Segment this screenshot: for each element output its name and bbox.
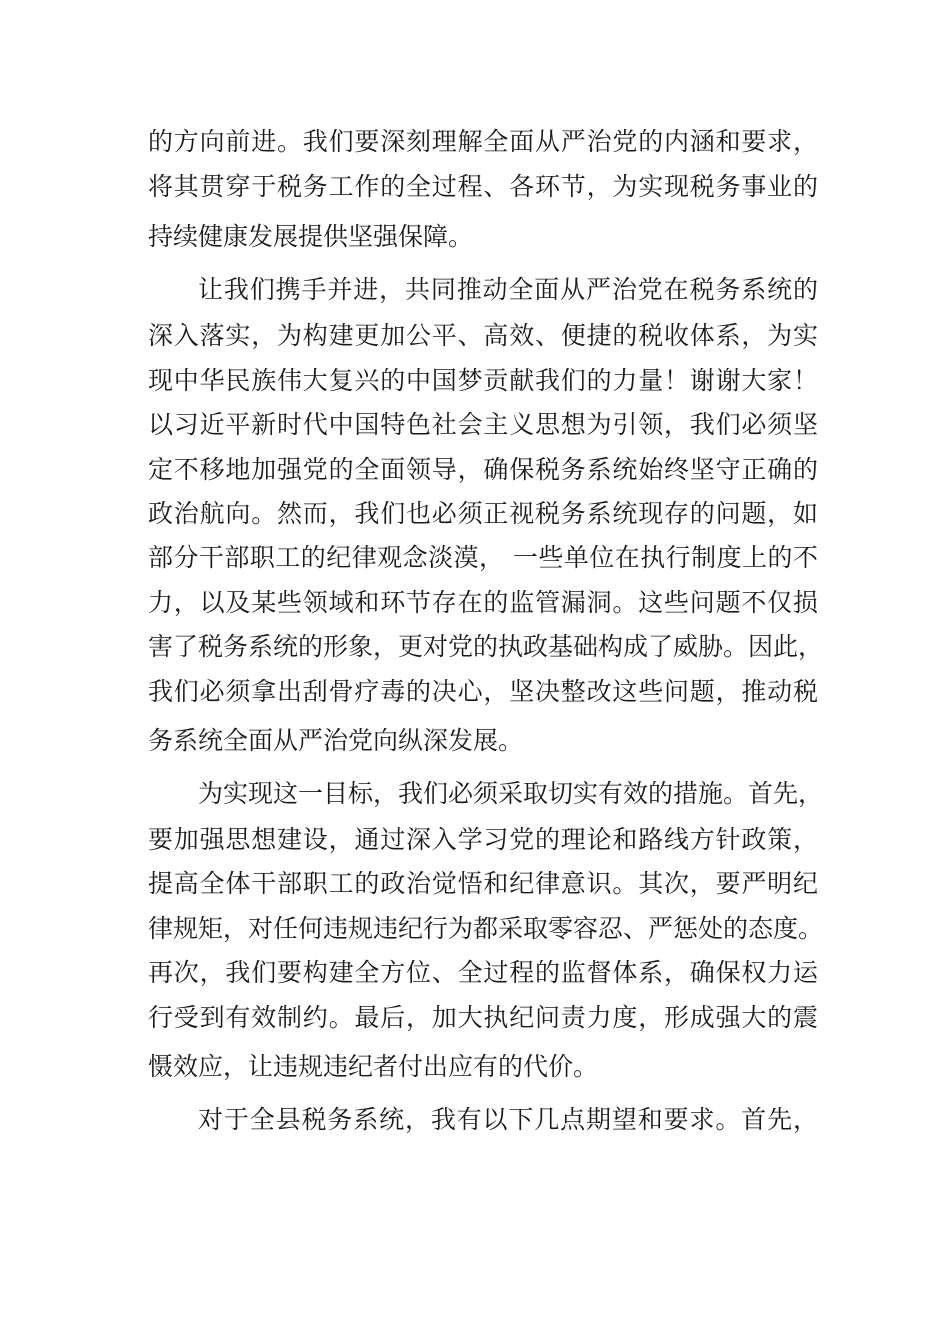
text-line: 我们必须拿出刮骨疗毒的决心，坚决整改这些问题，推动税 bbox=[148, 677, 818, 706]
text-line: 要加强思想建设，通过深入学习党的理论和路线方针政策， bbox=[148, 825, 818, 854]
text-line: 力，以及某些领域和环节存在的监管漏洞。这些问题不仅损 bbox=[148, 588, 818, 617]
text-line: 以习近平新时代中国特色社会主义思想为引领，我们必须坚 bbox=[148, 410, 818, 439]
text-line: 深入落实，为构建更加公平、高效、便捷的税收体系，为实 bbox=[148, 321, 818, 350]
text-line: 务系统全面从严治党向纵深发展。 bbox=[148, 726, 524, 755]
text-line: 部分干部职工的纪律观念淡漠， 一些单位在执行制度上的不 bbox=[148, 543, 818, 572]
text-line: 将其贯穿于税务工作的全过程、各环节，为实现税务事业的 bbox=[148, 172, 818, 201]
text-line: 定不移地加强党的全面领导，确保税务系统始终坚守正确的 bbox=[148, 455, 818, 484]
text-line: 持续健康发展提供坚强保障。 bbox=[148, 222, 474, 251]
text-line: 现中华民族伟大复兴的中国梦贡献我们的力量！谢谢大家！ bbox=[148, 366, 818, 395]
text-line: 为实现这一目标，我们必须采取切实有效的措施。首先， bbox=[198, 779, 824, 808]
text-line: 政治航向。然而，我们也必须正视税务系统现存的问题，如 bbox=[148, 499, 818, 528]
text-line: 提高全体干部职工的政治觉悟和纪律意识。其次，要严明纪 bbox=[148, 869, 818, 898]
text-line: 对于全县税务系统，我有以下几点期望和要求。首先， bbox=[198, 1105, 818, 1134]
text-line: 律规矩，对任何违规违纪行为都采取零容忍、严惩处的态度。 bbox=[148, 914, 824, 943]
text-line: 慑效应，让违规违纪者付出应有的代价。 bbox=[148, 1052, 599, 1081]
text-line: 行受到有效制约。最后，加大执纪问责力度，形成强大的震 bbox=[148, 1003, 818, 1032]
text-line: 再次，我们要构建全方位、全过程的监督体系，确保权力运 bbox=[148, 958, 818, 987]
text-line: 害了税务系统的形象，更对党的执政基础构成了威胁。因此， bbox=[148, 632, 824, 661]
text-line: 让我们携手并进，共同推动全面从严治党在税务系统的 bbox=[198, 275, 818, 304]
text-line: 的方向前进。我们要深刻理解全面从严治党的内涵和要求， bbox=[148, 127, 818, 156]
